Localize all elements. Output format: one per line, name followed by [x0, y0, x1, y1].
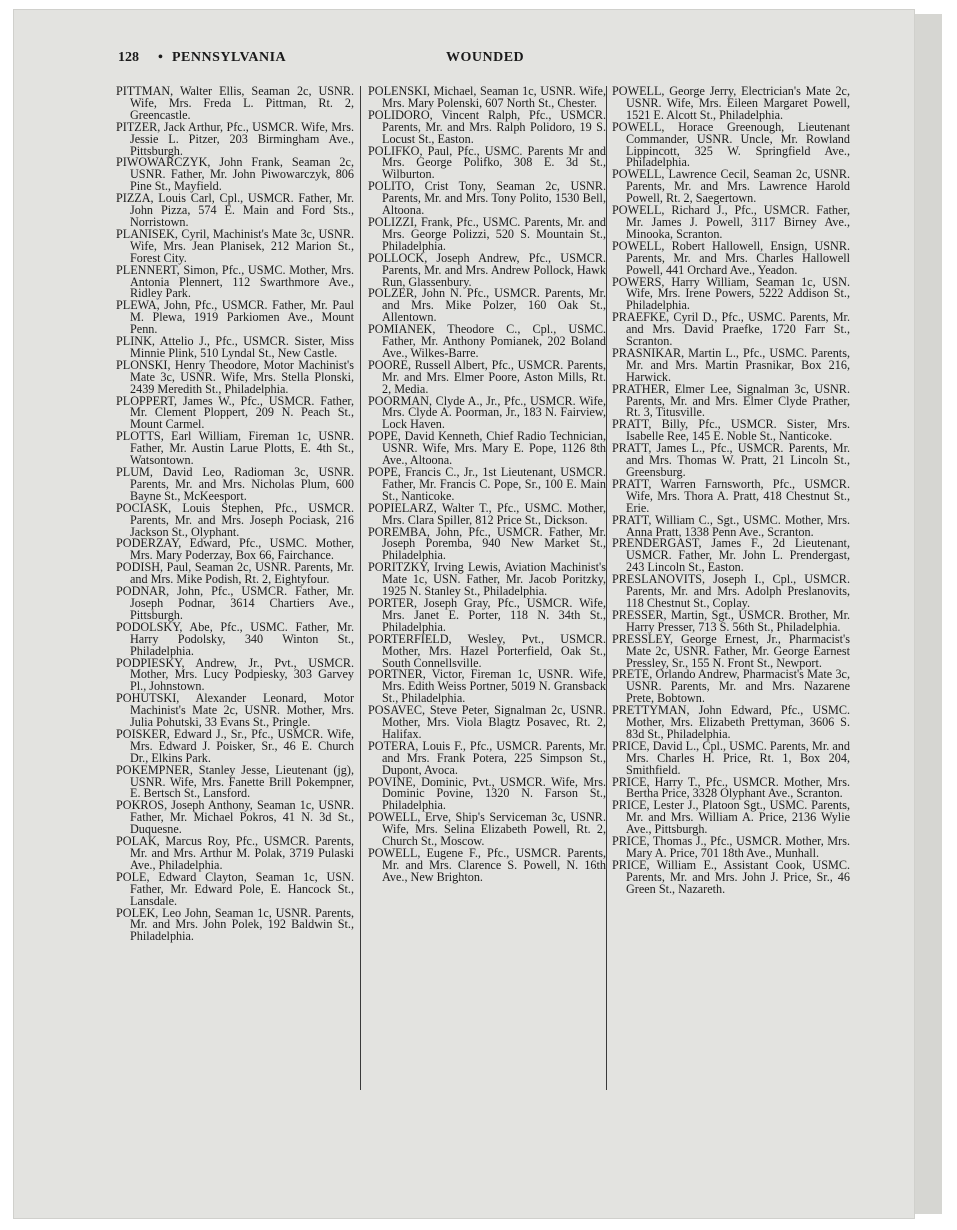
casualty-entry: POLAK, Marcus Roy, Pfc., USMCR. Parents, Mr. and Mrs. Arthur M. Polak, 3719 Pulaski Ave., Philadelphia.	[116, 834, 354, 872]
casualty-entry: PRATT, William C., Sgt., USMC. Mother, Mrs. Anna Pratt, 1338 Penn Ave., Scranton.	[612, 512, 850, 539]
casualty-entry: POSAVEC, Steve Peter, Signalman 2c, USNR. Mother, Mrs. Viola Blagtz Posavec, Rt. 2, Halifax.	[368, 703, 606, 741]
casualty-entry: POLE, Edward Clayton, Seaman 1c, USN. Father, Mr. Edward Pole, E. Hancock St., Lansdale.	[116, 869, 354, 908]
casualty-entry: PODOLSKY, Abe, Pfc., USMC. Father, Mr. Harry Podolsky, 340 Winton St., Philadelphia.	[116, 619, 354, 658]
state-title: PENNSYLVANIA	[172, 50, 287, 65]
casualty-entry: PORTERFIELD, Wesley, Pvt., USMCR. Mother, Mrs. Hazel Porterfield, Oak St., South Connellsville.	[368, 631, 606, 670]
casualty-entry: PODISH, Paul, Seaman 2c, USNR. Parents, Mr. and Mrs. Mike Podish, Rt. 2, Eightyfour.	[116, 560, 354, 587]
casualty-entry: PITZER, Jack Arthur, Pfc., USMCR. Wife, Mrs. Jessie L. Pitzer, 203 Birmingham Ave., Pittsburgh.	[116, 119, 354, 158]
casualty-entry: PLANISEK, Cyril, Machinist's Mate 3c, USNR. Wife, Mrs. Jean Planisek, 212 Marion St., Forest City.	[116, 226, 354, 265]
casualty-entry: PODERZAY, Edward, Pfc., USMC. Mother, Mrs. Mary Poderzay, Box 66, Fairchance.	[116, 536, 354, 563]
casualty-entry: PRATT, Warren Farnsworth, Pfc., USMCR. Wife, Mrs. Thora A. Pratt, 418 Chestnut St., Erie.	[612, 476, 850, 515]
casualty-entry: POREMBA, John, Pfc., USMCR. Father, Mr. Joseph Poremba, 940 New Market St., Philadelphia.	[368, 524, 606, 563]
casualty-entry: POWELL, Richard J., Pfc., USMCR. Father, Mr. James J. Powell, 3117 Birney Ave., Minooka, Scranton.	[612, 203, 850, 241]
casualty-entry: POLITO, Crist Tony, Seaman 2c, USNR. Parents, Mr. and Mrs. Tony Polito, 1530 Bell, Altoona.	[368, 179, 606, 218]
casualty-entry: POORMAN, Clyde A., Jr., Pfc., USMCR. Wife, Mrs. Clyde A. Poorman, Jr., 183 N. Fairview, Lock Haven.	[368, 393, 606, 432]
column-2	[368, 86, 606, 884]
casualty-entry: PLEWA, John, Pfc., USMCR. Father, Mr. Paul M. Plewa, 1919 Parkiomen Ave., Mount Penn.	[116, 298, 354, 337]
casualty-entry: PORTNER, Victor, Fireman 1c, USNR. Wife, Mrs. Edith Weiss Portner, 5019 N. Gransback St., Philadelphia.	[368, 667, 606, 706]
casualty-entry: PRASNIKAR, Martin L., Pfc., USMC. Parents, Mr. and Mrs. Martin Prasnikar, Box 216, Harwick.	[612, 345, 850, 384]
casualty-entry: POPIELARZ, Walter T., Pfc., USMC. Mother, Mrs. Clara Spiller, 812 Price St., Dickson.	[368, 500, 606, 527]
casualty-entry: PRESSLEY, George Ernest, Jr., Pharmacist's Mate 2c, USNR. Father, Mr. George Earnest Pressley, Sr., 155 N. Front St., Newport.	[612, 631, 850, 670]
casualty-entry: PLOTTS, Earl William, Fireman 1c, USNR. Father, Mr. Austin Larue Plotts, E. 4th St., Watsontown.	[116, 429, 354, 468]
casualty-entry: PRESLANOVITS, Joseph I., Cpl., USMCR. Parents, Mr. and Mrs. Adolph Preslanovits, 118 Chestnut St., Coplay.	[612, 572, 850, 610]
casualty-entry: POKROS, Joseph Anthony, Seaman 1c, USNR. Father, Mr. Michael Pokros, 41 N. 3d St., Duquesne.	[116, 798, 354, 837]
casualty-entry: PODNAR, John, Pfc., USMCR. Father, Mr. Joseph Podnar, 3614 Chartiers Ave., Pittsburgh.	[116, 584, 354, 622]
casualty-entry: PRENDERGAST, James F., 2d Lieutenant, USMCR. Father, Mr. John L. Prendergast, 243 Lincoln St., Easton.	[612, 536, 850, 575]
casualty-entry: POORE, Russell Albert, Pfc., USMCR. Parents, Mr. and Mrs. Elmer Poore, Aston Mills, Rt. 2, Media.	[368, 357, 606, 396]
casualty-entry: PIWOWARCZYK, John Frank, Seaman 2c, USNR. Father, Mr. John Piwowarczyk, 806 Pine St., Mayfield.	[116, 155, 354, 194]
casualty-entry: POWELL, Eugene F., Pfc., USMCR. Parents, Mr. and Mrs. Clarence S. Powell, N. 16th Ave., New Brighton.	[368, 846, 606, 884]
casualty-entry: PRATT, Billy, Pfc., USMCR. Sister, Mrs. Isabelle Ree, 145 E. Noble St., Nanticoke.	[612, 417, 850, 444]
casualty-entry: PITTMAN, Walter Ellis, Seaman 2c, USNR. Wife, Mrs. Freda L. Pittman, Rt. 2, Greencastle.	[116, 84, 354, 122]
casualty-entry: PRESSER, Martin, Sgt., USMCR. Brother, Mr. Harry Presser, 713 S. 56th St., Philadelphia.	[612, 607, 850, 634]
casualty-entry: POPE, David Kenneth, Chief Radio Technician, USNR. Wife, Mrs. Mary E. Pope, 1126 8th Ave., Altoona.	[368, 429, 606, 468]
casualty-entry: POTERA, Louis F., Pfc., USMCR. Parents, Mr. and Mrs. Frank Potera, 225 Simpson St., Dupont, Avoca.	[368, 738, 606, 777]
casualty-entry: POPE, Francis C., Jr., 1st Lieutenant, USMCR. Father, Mr. Francis C. Pope, Sr., 100 E. Main St., Nanticoke.	[368, 465, 606, 503]
casualty-entry: POWELL, Lawrence Cecil, Seaman 2c, USNR. Parents, Mr. and Mrs. Lawrence Harold Powell, Rt. 2, Saegertown.	[612, 167, 850, 206]
casualty-entry: PODPIESKY, Andrew, Jr., Pvt., USMCR. Mother, Mrs. Lucy Podpiesky, 303 Garvey Pl., Johnstown.	[116, 655, 354, 694]
column-divider	[606, 86, 607, 1090]
casualty-entry: POLIDORO, Vincent Ralph, Pfc., USMCR. Parents, Mr. and Mrs. Ralph Polidoro, 19 S. Locust St., Easton.	[368, 107, 606, 146]
header-bullet: •	[158, 50, 163, 65]
casualty-entry: POVINE, Dominic, Pvt., USMCR. Wife, Mrs. Dominic Povine, 1320 N. Farson St., Philadelphia.	[368, 774, 606, 813]
casualty-entry: PRETTYMAN, John Edward, Pfc., USMC. Mother, Mrs. Elizabeth Prettyman, 3606 S. 83d St., Philadelphia.	[612, 703, 850, 741]
casualty-entry: POLZER, John N. Pfc., USMCR. Parents, Mr. and Mrs. Mike Polzer, 160 Oak St., Allentown.	[368, 286, 606, 325]
casualty-entry: PRICE, Thomas J., Pfc., USMCR. Mother, Mrs. Mary A. Price, 701 18th Ave., Munhall.	[612, 834, 850, 860]
casualty-entry: POMIANEK, Theodore C., Cpl., USMC. Father, Mr. Anthony Pomianek, 202 Boland Ave., Wilkes-Barre.	[368, 322, 606, 360]
casualty-entry: PLUM, David Leo, Radioman 3c, USNR. Parents, Mr. and Mrs. Nicholas Plum, 600 Bayne St., McKeesport.	[116, 465, 354, 503]
section-title: WOUNDED	[446, 50, 525, 65]
casualty-entry: POHUTSKI, Alexander Leonard, Motor Machinist's Mate 2c, USNR. Mother, Mrs. Julia Pohutski, 33 Evans St., Pringle.	[116, 691, 354, 730]
column-divider	[360, 86, 361, 1090]
casualty-entry: POISKER, Edward J., Sr., Pfc., USMCR. Wife, Mrs. Edward J. Poisker, Sr., 46 E. Church Dr., Elkins Park.	[116, 726, 354, 765]
casualty-entry: POKEMPNER, Stanley Jesse, Lieutenant (jg), USNR. Wife, Mrs. Fanette Brill Pokempner, E. Bertsch St., Lansford.	[116, 762, 354, 801]
casualty-entry: POCIASK, Louis Stephen, Pfc., USMCR. Parents, Mr. and Mrs. Joseph Pociask, 216 Jackson St., Olyphant.	[116, 500, 354, 539]
casualty-entry: POLEK, Leo John, Seaman 1c, USNR. Parents, Mr. and Mrs. John Polek, 192 Baldwin St., Philadelphia.	[116, 905, 354, 944]
page-header	[118, 50, 862, 70]
casualty-entry: POWELL, George Jerry, Electrician's Mate 2c, USNR. Wife, Mrs. Eileen Margaret Powell, 1521 E. Alcott St., Philadelphia.	[612, 84, 850, 122]
casualty-entry: POWERS, Harry William, Seaman 1c, USN. Wife, Mrs. Irene Powers, 5222 Addison St., Philadelphia.	[612, 274, 850, 313]
casualty-entry: PLOPPERT, James W., Pfc., USMCR. Father, Mr. Clement Ploppert, 209 N. Peach St., Mount Carmel.	[116, 393, 354, 432]
page-number: 128	[118, 50, 139, 65]
casualty-entry: PLENNERT, Simon, Pfc., USMC. Mother, Mrs. Antonia Plennert, 112 Swarthmore Ave., Ridley Park.	[116, 262, 354, 301]
casualty-entry: POWELL, Horace Greenough, Lieutenant Commander, USNR. Uncle, Mr. Rowland Lippincott, 325 W. Springfield Ave., Philadelphia.	[612, 119, 850, 170]
casualty-entry: PRAEFKE, Cyril D., Pfc., USMC. Parents, Mr. and Mrs. David Praefke, 1720 Farr St., Scranton.	[612, 310, 850, 349]
column-1	[116, 86, 354, 943]
casualty-entry: POLIZZI, Frank, Pfc., USMC. Parents, Mr. and Mrs. George Polizzi, 520 S. Mountain St., Philadelphia.	[368, 214, 606, 253]
casualty-entry: PORITZKY, Irving Lewis, Aviation Machinist's Mate 1c, USN. Father, Mr. Jacob Poritzky, 1925 N. Stanley St., Philadelphia.	[368, 560, 606, 599]
casualty-entry: POLENSKI, Michael, Seaman 1c, USNR. Wife, Mrs. Mary Polenski, 607 North St., Chester.	[368, 84, 606, 110]
casualty-entry: PIZZA, Louis Carl, Cpl., USMCR. Father, Mr. John Pizza, 574 E. Main and Ford Sts., Norristown.	[116, 191, 354, 229]
casualty-entry: PLINK, Attelio J., Pfc., USMCR. Sister, Miss Minnie Plink, 510 Lyndal St., New Castle.	[116, 334, 354, 360]
casualty-entry: POLLOCK, Joseph Andrew, Pfc., USMCR. Parents, Mr. and Mrs. Andrew Pollock, Hawk Run, Glassenbury.	[368, 250, 606, 289]
casualty-entry: POLIFKO, Paul, Pfc., USMC. Parents Mr and Mrs. George Polifko, 308 E. 3d St., Wilburton.	[368, 143, 606, 182]
casualty-entry: PRETE, Orlando Andrew, Pharmacist's Mate 3c, USNR. Parents, Mr. and Mrs. Nazarene Prete, Bobtown.	[612, 667, 850, 706]
casualty-entry: PRATT, James L., Pfc., USMCR. Parents, Mr. and Mrs. Thomas W. Pratt, 21 Lincoln St., Greensburg.	[612, 441, 850, 479]
casualty-entry: PRATHER, Elmer Lee, Signalman 3c, USNR. Parents, Mr. and Mrs. Elmer Clyde Prather, Rt. 3, Titusville.	[612, 381, 850, 420]
casualty-entry: PRICE, Lester J., Platoon Sgt., USMC. Parents, Mr. and Mrs. William A. Price, 2136 Wylie Ave., Pittsburgh.	[612, 798, 850, 837]
casualty-entry: PRICE, David L., Cpl., USMC. Parents, Mr. and Mrs. Charles H. Price, Rt. 1, Box 204, Smithfield.	[612, 738, 850, 777]
column-3	[612, 86, 850, 896]
casualty-entry: PRICE, Harry T., Pfc., USMCR. Mother, Mrs. Bertha Price, 3328 Olyphant Ave., Scranton.	[612, 774, 850, 801]
casualty-entry: PLONSKI, Henry Theodore, Motor Machinist's Mate 3c, USNR. Wife, Mrs. Stella Plonski, 2439 Meredith St., Philadelphia.	[116, 357, 354, 396]
casualty-entry: POWELL, Robert Hallowell, Ensign, USNR. Parents, Mr. and Mrs. Charles Hallowell Powell, 441 Orchard Ave., Yeadon.	[612, 238, 850, 277]
casualty-entry: POWELL, Erve, Ship's Serviceman 3c, USNR. Wife, Mrs. Selina Elizabeth Powell, Rt. 2, Church St., Moscow.	[368, 810, 606, 849]
casualty-entry: PRICE, William E., Assistant Cook, USMC. Parents, Mr. and Mrs. John J. Price, Sr., 46 Green St., Nazareth.	[612, 857, 850, 896]
casualty-entry: PORTER, Joseph Gray, Pfc., USMCR. Wife, Mrs. Janet E. Porter, 118 N. 34th St., Philadelphia.	[368, 595, 606, 634]
